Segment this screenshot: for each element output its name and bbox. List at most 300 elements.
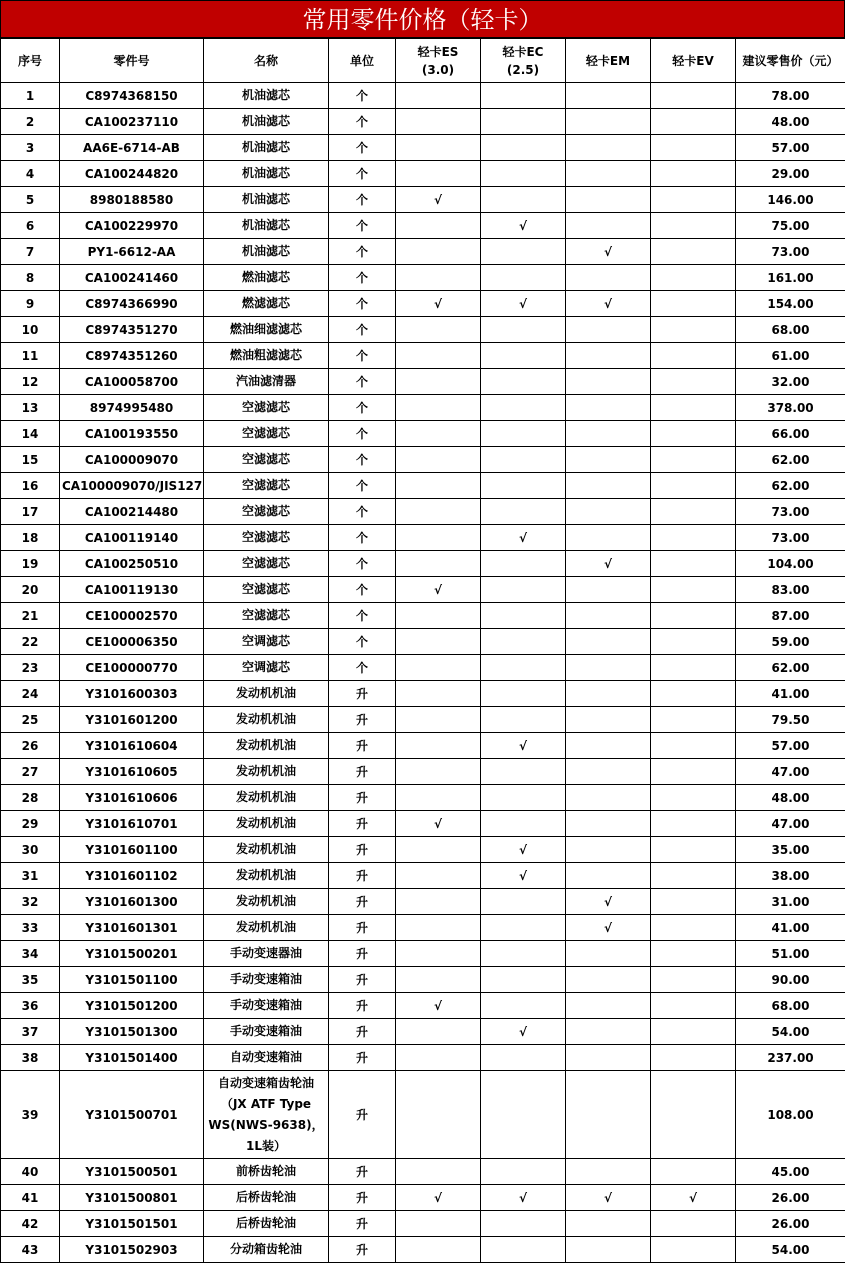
row-ev-check — [651, 421, 736, 447]
row-es-check: √ — [396, 291, 481, 317]
row-name: 空滤滤芯 — [204, 447, 329, 473]
row-part-no: 8980188580 — [60, 187, 204, 213]
row-name: 空滤滤芯 — [204, 499, 329, 525]
table-row — [1, 1071, 845, 1159]
row-em-check — [566, 473, 651, 499]
row-unit: 个 — [329, 421, 396, 447]
row-name: 机油滤芯 — [204, 213, 329, 239]
row-price: 62.00 — [736, 473, 845, 499]
row-em-check — [566, 317, 651, 343]
row-seq: 17 — [1, 499, 60, 525]
row-seq: 9 — [1, 291, 60, 317]
row-unit: 个 — [329, 655, 396, 681]
row-name: 空滤滤芯 — [204, 395, 329, 421]
row-seq: 41 — [1, 1185, 60, 1211]
row-name: 后桥齿轮油 — [204, 1211, 329, 1237]
row-es-check — [396, 837, 481, 863]
table-row — [1, 759, 845, 785]
header-es — [396, 39, 481, 83]
row-price: 61.00 — [736, 343, 845, 369]
row-price: 68.00 — [736, 993, 845, 1019]
row-seq: 40 — [1, 1159, 60, 1185]
row-unit: 个 — [329, 317, 396, 343]
row-price: 26.00 — [736, 1185, 845, 1211]
row-em-check — [566, 577, 651, 603]
row-price: 87.00 — [736, 603, 845, 629]
row-ec-check — [481, 1211, 566, 1237]
row-part-no: Y3101601200 — [60, 707, 204, 733]
row-es-check — [396, 83, 481, 109]
row-ev-check — [651, 577, 736, 603]
row-em-check — [566, 83, 651, 109]
row-seq: 11 — [1, 343, 60, 369]
row-price: 62.00 — [736, 655, 845, 681]
row-seq: 22 — [1, 629, 60, 655]
row-seq: 16 — [1, 473, 60, 499]
table-row — [1, 343, 845, 369]
table-row — [1, 1185, 845, 1211]
row-price: 54.00 — [736, 1019, 845, 1045]
row-em-check: √ — [566, 239, 651, 265]
row-ev-check — [651, 291, 736, 317]
row-price: 83.00 — [736, 577, 845, 603]
row-part-no: Y3101610605 — [60, 759, 204, 785]
row-ec-check — [481, 369, 566, 395]
row-name: 机油滤芯 — [204, 83, 329, 109]
row-ev-check — [651, 447, 736, 473]
row-seq: 18 — [1, 525, 60, 551]
row-es-check — [396, 603, 481, 629]
row-em-check — [566, 655, 651, 681]
row-unit: 升 — [329, 967, 396, 993]
table-row — [1, 941, 845, 967]
row-ec-check — [481, 915, 566, 941]
row-seq: 37 — [1, 1019, 60, 1045]
row-part-no: Y3101601102 — [60, 863, 204, 889]
table-row — [1, 1159, 845, 1185]
row-seq: 12 — [1, 369, 60, 395]
table-row — [1, 655, 845, 681]
row-ec-check — [481, 707, 566, 733]
row-part-no: Y3101501501 — [60, 1211, 204, 1237]
row-name: 空滤滤芯 — [204, 473, 329, 499]
row-name: 发动机机油 — [204, 811, 329, 837]
table-row — [1, 551, 845, 577]
row-price: 32.00 — [736, 369, 845, 395]
row-part-no: Y3101501300 — [60, 1019, 204, 1045]
row-em-check — [566, 1071, 651, 1159]
row-em-check — [566, 941, 651, 967]
header-ec-label: 轻卡EC — [483, 43, 563, 61]
row-unit: 个 — [329, 83, 396, 109]
row-seq: 30 — [1, 837, 60, 863]
row-em-check — [566, 161, 651, 187]
row-em-check — [566, 733, 651, 759]
row-ev-check — [651, 499, 736, 525]
row-em-check — [566, 863, 651, 889]
row-ev-check — [651, 785, 736, 811]
row-ec-check: √ — [481, 525, 566, 551]
row-seq: 28 — [1, 785, 60, 811]
row-ev-check — [651, 239, 736, 265]
row-part-no: CA100214480 — [60, 499, 204, 525]
row-seq: 5 — [1, 187, 60, 213]
row-unit: 个 — [329, 187, 396, 213]
row-name: 燃油滤芯 — [204, 265, 329, 291]
row-name: 手动变速箱油 — [204, 993, 329, 1019]
row-seq: 31 — [1, 863, 60, 889]
row-price: 51.00 — [736, 941, 845, 967]
row-part-no: CA100237110 — [60, 109, 204, 135]
table-row — [1, 213, 845, 239]
row-em-check — [566, 993, 651, 1019]
row-es-check — [396, 551, 481, 577]
row-em-check — [566, 187, 651, 213]
row-seq: 7 — [1, 239, 60, 265]
table-row — [1, 369, 845, 395]
row-ec-check: √ — [481, 291, 566, 317]
row-es-check: √ — [396, 577, 481, 603]
row-seq: 8 — [1, 265, 60, 291]
row-ec-check: √ — [481, 1019, 566, 1045]
row-name: 前桥齿轮油 — [204, 1159, 329, 1185]
row-unit: 个 — [329, 369, 396, 395]
row-ev-check — [651, 1045, 736, 1071]
row-es-check — [396, 395, 481, 421]
table-row — [1, 915, 845, 941]
row-es-check — [396, 889, 481, 915]
row-price: 237.00 — [736, 1045, 845, 1071]
row-ec-check: √ — [481, 863, 566, 889]
header-ec — [481, 39, 566, 83]
row-seq: 27 — [1, 759, 60, 785]
row-ec-check — [481, 889, 566, 915]
row-part-no: CA100058700 — [60, 369, 204, 395]
row-ec-check — [481, 265, 566, 291]
row-price: 47.00 — [736, 759, 845, 785]
row-unit: 升 — [329, 1071, 396, 1159]
row-ec-check — [481, 317, 566, 343]
row-seq: 34 — [1, 941, 60, 967]
row-price: 59.00 — [736, 629, 845, 655]
row-ec-check — [481, 681, 566, 707]
row-name: 分动箱齿轮油 — [204, 1237, 329, 1263]
row-part-no: CA100119140 — [60, 525, 204, 551]
header-es-sub: (3.0) — [398, 61, 478, 79]
row-es-check — [396, 941, 481, 967]
row-name: 发动机机油 — [204, 785, 329, 811]
row-seq: 15 — [1, 447, 60, 473]
row-part-no: CE100002570 — [60, 603, 204, 629]
row-unit: 个 — [329, 499, 396, 525]
row-es-check — [396, 863, 481, 889]
row-price: 161.00 — [736, 265, 845, 291]
row-es-check — [396, 1211, 481, 1237]
row-unit: 个 — [329, 109, 396, 135]
row-ev-check — [651, 629, 736, 655]
table-row — [1, 109, 845, 135]
row-name: 空调滤芯 — [204, 655, 329, 681]
row-ev-check — [651, 1019, 736, 1045]
row-ev-check — [651, 395, 736, 421]
row-es-check — [396, 265, 481, 291]
row-part-no: Y3101500501 — [60, 1159, 204, 1185]
row-seq: 3 — [1, 135, 60, 161]
row-em-check — [566, 499, 651, 525]
row-em-check — [566, 395, 651, 421]
table-row — [1, 239, 845, 265]
row-es-check — [396, 759, 481, 785]
row-price: 68.00 — [736, 317, 845, 343]
row-unit: 个 — [329, 343, 396, 369]
table-row — [1, 447, 845, 473]
row-price: 66.00 — [736, 421, 845, 447]
row-unit: 个 — [329, 551, 396, 577]
row-em-check: √ — [566, 551, 651, 577]
row-seq: 25 — [1, 707, 60, 733]
row-name: 空滤滤芯 — [204, 603, 329, 629]
row-es-check — [396, 1045, 481, 1071]
row-em-check — [566, 785, 651, 811]
row-es-check: √ — [396, 811, 481, 837]
row-em-check — [566, 759, 651, 785]
table-row — [1, 135, 845, 161]
row-ec-check — [481, 395, 566, 421]
row-unit: 升 — [329, 707, 396, 733]
row-ec-check — [481, 161, 566, 187]
row-ec-check — [481, 499, 566, 525]
table-row — [1, 421, 845, 447]
table-row — [1, 187, 845, 213]
row-ec-check — [481, 551, 566, 577]
row-part-no: Y3101601300 — [60, 889, 204, 915]
table-row — [1, 291, 845, 317]
row-name: 发动机机油 — [204, 837, 329, 863]
row-part-no: Y3101501100 — [60, 967, 204, 993]
row-price: 75.00 — [736, 213, 845, 239]
row-seq: 20 — [1, 577, 60, 603]
parts-price-table — [0, 38, 845, 1263]
row-part-no: Y3101610604 — [60, 733, 204, 759]
row-es-check — [396, 525, 481, 551]
table-row — [1, 733, 845, 759]
row-part-no: AA6E-6714-AB — [60, 135, 204, 161]
row-unit: 升 — [329, 889, 396, 915]
row-ec-check — [481, 577, 566, 603]
row-seq: 4 — [1, 161, 60, 187]
row-es-check — [396, 317, 481, 343]
row-em-check — [566, 265, 651, 291]
row-ev-check — [651, 759, 736, 785]
row-unit: 升 — [329, 1185, 396, 1211]
row-es-check — [396, 655, 481, 681]
row-unit: 升 — [329, 837, 396, 863]
row-em-check — [566, 447, 651, 473]
table-row — [1, 863, 845, 889]
row-part-no: Y3101500201 — [60, 941, 204, 967]
table-row — [1, 603, 845, 629]
row-em-check — [566, 1211, 651, 1237]
row-es-check — [396, 421, 481, 447]
row-name: 机油滤芯 — [204, 239, 329, 265]
row-unit: 升 — [329, 941, 396, 967]
row-part-no: CA100193550 — [60, 421, 204, 447]
row-seq: 29 — [1, 811, 60, 837]
row-price: 78.00 — [736, 83, 845, 109]
row-unit: 个 — [329, 447, 396, 473]
row-name: 机油滤芯 — [204, 109, 329, 135]
table-row — [1, 1019, 845, 1045]
row-es-check — [396, 967, 481, 993]
row-ec-check — [481, 1159, 566, 1185]
header-es-label: 轻卡ES — [398, 43, 478, 61]
row-em-check — [566, 525, 651, 551]
row-part-no: C8974351260 — [60, 343, 204, 369]
row-ev-check — [651, 889, 736, 915]
row-unit: 个 — [329, 291, 396, 317]
row-ec-check — [481, 759, 566, 785]
row-ec-check — [481, 785, 566, 811]
table-row — [1, 83, 845, 109]
row-unit: 升 — [329, 863, 396, 889]
row-seq: 39 — [1, 1071, 60, 1159]
row-part-no: CA100119130 — [60, 577, 204, 603]
row-ec-check — [481, 655, 566, 681]
row-seq: 6 — [1, 213, 60, 239]
row-ec-check — [481, 239, 566, 265]
header-em: 轻卡EM — [566, 39, 651, 83]
row-ec-check — [481, 109, 566, 135]
row-ec-check: √ — [481, 213, 566, 239]
row-name: 手动变速箱油 — [204, 967, 329, 993]
row-unit: 个 — [329, 525, 396, 551]
row-unit: 升 — [329, 785, 396, 811]
row-ec-check — [481, 629, 566, 655]
row-es-check — [396, 447, 481, 473]
row-ev-check: √ — [651, 1185, 736, 1211]
row-es-check — [396, 499, 481, 525]
row-ev-check — [651, 525, 736, 551]
row-ec-check — [481, 967, 566, 993]
row-name: 燃滤滤芯 — [204, 291, 329, 317]
row-em-check: √ — [566, 291, 651, 317]
row-ec-check — [481, 1237, 566, 1263]
row-part-no: PY1-6612-AA — [60, 239, 204, 265]
row-part-no: Y3101501200 — [60, 993, 204, 1019]
row-ev-check — [651, 473, 736, 499]
table-row — [1, 837, 845, 863]
table-row — [1, 707, 845, 733]
row-name: 空调滤芯 — [204, 629, 329, 655]
row-ec-check — [481, 83, 566, 109]
header-name: 名称 — [204, 39, 329, 83]
row-part-no: Y3101601100 — [60, 837, 204, 863]
row-seq: 23 — [1, 655, 60, 681]
row-seq: 24 — [1, 681, 60, 707]
table-row — [1, 1211, 845, 1237]
row-price: 38.00 — [736, 863, 845, 889]
table-row — [1, 525, 845, 551]
row-em-check — [566, 967, 651, 993]
row-em-check: √ — [566, 1185, 651, 1211]
row-ev-check — [651, 343, 736, 369]
header-price: 建议零售价（元） — [736, 39, 845, 83]
row-name: 发动机机油 — [204, 733, 329, 759]
row-em-check — [566, 707, 651, 733]
row-es-check: √ — [396, 993, 481, 1019]
row-em-check: √ — [566, 915, 651, 941]
row-price: 73.00 — [736, 525, 845, 551]
row-unit: 升 — [329, 681, 396, 707]
row-part-no: Y3101600303 — [60, 681, 204, 707]
row-ec-check — [481, 135, 566, 161]
row-name: 机油滤芯 — [204, 135, 329, 161]
table-row — [1, 681, 845, 707]
table-row — [1, 785, 845, 811]
row-price: 29.00 — [736, 161, 845, 187]
row-part-no: C8974366990 — [60, 291, 204, 317]
row-es-check — [396, 1019, 481, 1045]
row-ev-check — [651, 967, 736, 993]
row-seq: 36 — [1, 993, 60, 1019]
row-es-check — [396, 1237, 481, 1263]
row-price: 47.00 — [736, 811, 845, 837]
row-seq: 32 — [1, 889, 60, 915]
row-ev-check — [651, 993, 736, 1019]
row-unit: 个 — [329, 603, 396, 629]
row-ev-check — [651, 109, 736, 135]
row-em-check — [566, 1237, 651, 1263]
row-es-check — [396, 135, 481, 161]
row-es-check: √ — [396, 1185, 481, 1211]
table-row — [1, 499, 845, 525]
row-ev-check — [651, 161, 736, 187]
row-price: 26.00 — [736, 1211, 845, 1237]
row-price: 31.00 — [736, 889, 845, 915]
row-ec-check — [481, 1045, 566, 1071]
row-es-check — [396, 109, 481, 135]
row-unit: 升 — [329, 993, 396, 1019]
row-price: 154.00 — [736, 291, 845, 317]
row-ec-check — [481, 473, 566, 499]
table-row — [1, 577, 845, 603]
row-name: 汽油滤清器 — [204, 369, 329, 395]
row-seq: 35 — [1, 967, 60, 993]
row-unit: 个 — [329, 161, 396, 187]
row-part-no: CA100229970 — [60, 213, 204, 239]
header-part-no: 零件号 — [60, 39, 204, 83]
row-unit: 升 — [329, 1159, 396, 1185]
row-unit: 个 — [329, 395, 396, 421]
row-price: 73.00 — [736, 239, 845, 265]
row-unit: 个 — [329, 213, 396, 239]
row-part-no: Y3101610606 — [60, 785, 204, 811]
row-es-check — [396, 785, 481, 811]
row-name: 发动机机油 — [204, 707, 329, 733]
row-em-check — [566, 343, 651, 369]
row-ev-check — [651, 317, 736, 343]
row-em-check — [566, 629, 651, 655]
row-em-check — [566, 109, 651, 135]
table-body — [1, 83, 845, 1263]
table-row — [1, 161, 845, 187]
row-es-check — [396, 213, 481, 239]
header-seq: 序号 — [1, 39, 60, 83]
row-name: 空滤滤芯 — [204, 551, 329, 577]
row-part-no: Y3101500801 — [60, 1185, 204, 1211]
row-seq: 10 — [1, 317, 60, 343]
row-price: 41.00 — [736, 681, 845, 707]
